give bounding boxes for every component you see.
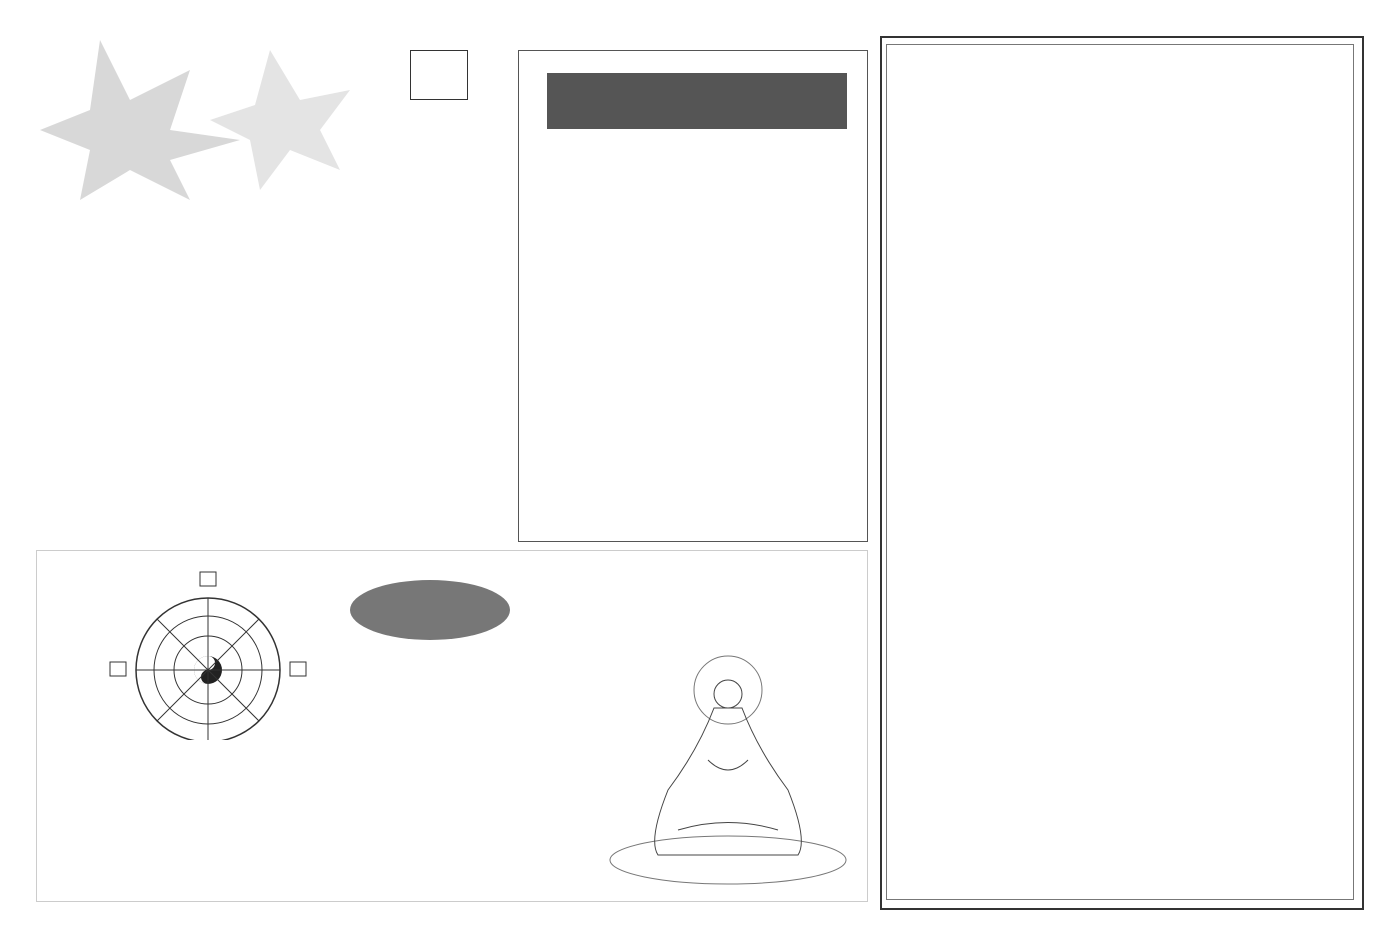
guanyin-figure-icon [598, 640, 848, 890]
starburst-decoration [40, 30, 360, 200]
star-grid [886, 516, 1348, 906]
poem-banner [547, 73, 847, 129]
bottom-border [0, 918, 1391, 944]
zeng-nvshi-oval [350, 580, 510, 640]
right-border [1367, 26, 1391, 918]
top-border [0, 0, 1391, 26]
stamp-tima-gonghui [410, 50, 468, 100]
left-border [0, 26, 24, 918]
zodiac-poem-box [518, 50, 868, 542]
bagua-wheel-icon [100, 570, 330, 740]
